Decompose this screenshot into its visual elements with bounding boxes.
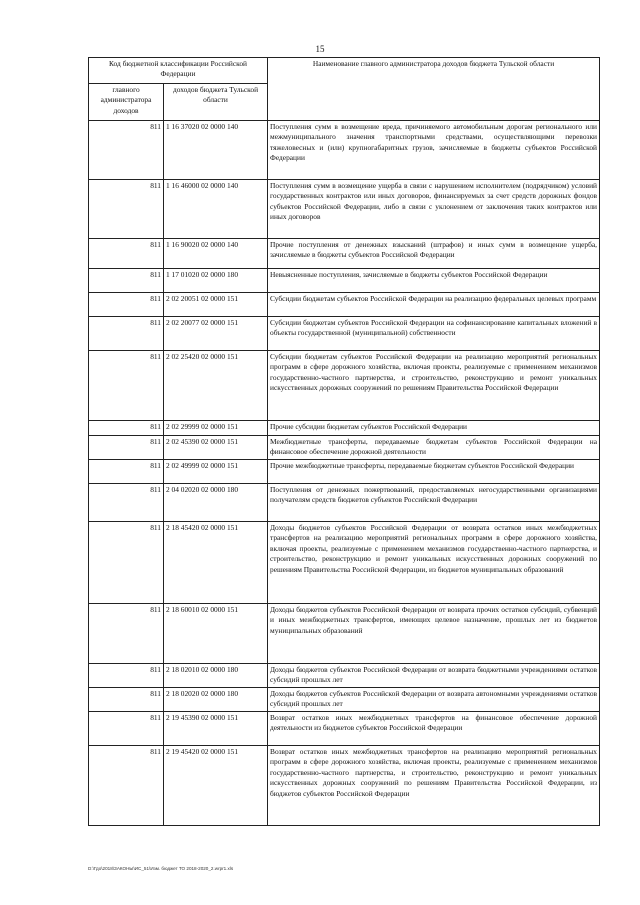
admin-code-cell: 811 bbox=[89, 746, 164, 826]
table-row bbox=[89, 351, 600, 421]
header-revenue: доходов бюджета Тульской области bbox=[164, 84, 268, 121]
table-row bbox=[89, 484, 600, 522]
revenue-code-cell: 2 02 29999 02 0000 151 bbox=[164, 421, 268, 436]
revenue-code-cell: 2 18 60010 02 0000 151 bbox=[164, 604, 268, 664]
revenue-name-cell: Межбюджетные трансферты, передаваемые бюджетам субъектов Российской Федерации на финансовое обеспечение дорожной деятельности bbox=[268, 436, 600, 460]
table-row bbox=[89, 688, 600, 712]
admin-code-cell: 811 bbox=[89, 712, 164, 746]
revenue-code-cell: 2 04 02020 02 0000 180 bbox=[164, 484, 268, 522]
revenue-name-cell: Невыясненные поступления, зачисляемые в бюджеты субъектов Российской Федерации bbox=[268, 269, 600, 293]
revenue-code-cell: 2 18 02020 02 0000 180 bbox=[164, 688, 268, 712]
revenue-name-cell: Поступления сумм в возмещение ущерба в связи с нарушением исполнителем (подрядчиком) условий государственных контрактов или иных договоров, финансируемых за счет средств дорожных фондов субъектов Российской Федерации, либо в связи с уклонением от заключения таких контрактов или иных договоров bbox=[268, 180, 600, 239]
revenue-code-cell: 1 17 01020 02 0000 180 bbox=[164, 269, 268, 293]
admin-code-cell: 811 bbox=[89, 239, 164, 269]
table-row bbox=[89, 239, 600, 269]
table-row bbox=[89, 664, 600, 688]
admin-code-cell: 811 bbox=[89, 421, 164, 436]
revenue-code-cell: 1 16 37020 02 0000 140 bbox=[164, 121, 268, 180]
revenue-code-cell: 2 19 45420 02 0000 151 bbox=[164, 746, 268, 826]
table-row bbox=[89, 436, 600, 460]
admin-code-cell: 811 bbox=[89, 317, 164, 351]
table-row bbox=[89, 712, 600, 746]
revenue-name-cell: Прочие поступления от денежных взысканий (штрафов) и иных сумм в возмещение ущерба, зачисляемые в бюджеты субъектов Российской Федерации bbox=[268, 239, 600, 269]
table-row bbox=[89, 317, 600, 351]
revenue-code-cell: 2 02 45390 02 0000 151 bbox=[164, 436, 268, 460]
revenue-code-cell: 1 16 90020 02 0000 140 bbox=[164, 239, 268, 269]
page-number: 15 bbox=[315, 44, 325, 54]
table-row bbox=[89, 604, 600, 664]
revenue-code-cell: 2 18 45420 02 0000 151 bbox=[164, 522, 268, 604]
revenue-name-cell: Возврат остатков иных межбюджетных трансфертов на финансовое обеспечение дорожной деятельности из бюджетов субъектов Российской Федерации bbox=[268, 712, 600, 746]
revenue-code-cell: 2 02 20051 02 0000 151 bbox=[164, 293, 268, 317]
revenue-code-cell: 2 18 02010 02 0000 180 bbox=[164, 664, 268, 688]
table-row bbox=[89, 460, 600, 484]
revenue-admin-table bbox=[88, 57, 600, 826]
revenue-name-cell: Субсидии бюджетам субъектов Российской Федерации на реализацию федеральных целевых программ bbox=[268, 293, 600, 317]
revenue-name-cell: Доходы бюджетов субъектов Российской Федерации от возврата прочих остатков субсидий, субвенций и иных межбюджетных трансфертов, имеющих целевое назначение, прошлых лет из бюджетов муниципальных образований bbox=[268, 604, 600, 664]
admin-code-cell: 811 bbox=[89, 269, 164, 293]
revenue-name-cell: Субсидии бюджетам субъектов Российской Федерации на софинансирование капитальных вложений в объекты государственной (муниципальной) собственности bbox=[268, 317, 600, 351]
revenue-code-cell: 2 19 45390 02 0000 151 bbox=[164, 712, 268, 746]
revenue-name-cell: Поступления от денежных пожертвований, предоставляемых негосударственными организациями получателям средств бюджетов субъектов Российской Федерации bbox=[268, 484, 600, 522]
admin-code-cell: 811 bbox=[89, 121, 164, 180]
table-row bbox=[89, 522, 600, 604]
admin-code-cell: 811 bbox=[89, 460, 164, 484]
table-row bbox=[89, 746, 600, 826]
table-row bbox=[89, 421, 600, 436]
revenue-name-cell: Доходы бюджетов субъектов Российской Федерации от возврата автономными учреждениями остатков субсидий прошлых лет bbox=[268, 688, 600, 712]
revenue-name-cell: Прочие субсидии бюджетам субъектов Российской Федерации bbox=[268, 421, 600, 436]
revenue-name-cell: Прочие межбюджетные трансферты, передаваемые бюджетам субъектов Российской Федерации bbox=[268, 460, 600, 484]
table-row bbox=[89, 180, 600, 239]
admin-code-cell: 811 bbox=[89, 436, 164, 460]
admin-code-cell: 811 bbox=[89, 293, 164, 317]
revenue-name-cell: Доходы бюджетов субъектов Российской Федерации от возврата остатков иных межбюджетных трансфертов на реализацию мероприятий региональных программ в сфере дорожного хозяйства, включая проекты, реализуемые с применением механизмов государственно-частного партнерства, и строительство, реконструкцию и ремонт уникальных искусственных дорожных сооружений по решениям Правительства Российской Федерации, из бюджетов муниципальных образований bbox=[268, 522, 600, 604]
revenue-code-cell: 2 02 20077 02 0000 151 bbox=[164, 317, 268, 351]
revenue-code-cell: 1 16 46000 02 0000 140 bbox=[164, 180, 268, 239]
table-row bbox=[89, 293, 600, 317]
footer-file-path: D:\Гдо\2018\ЗАКОНЫ\ИС_51\Изм. бюджет ТО 2018-2020_2.wrpr1.xls bbox=[88, 866, 234, 871]
table-row bbox=[89, 269, 600, 293]
revenue-name-cell: Доходы бюджетов субъектов Российской Федерации от возврата бюджетными учреждениями остатков субсидий прошлых лет bbox=[268, 664, 600, 688]
revenue-name-cell: Субсидии бюджетам субъектов Российской Федерации на реализацию мероприятий региональных программ в сфере дорожного хозяйства, включая проекты, реализуемые с применением механизмов государственно-частного партнерства, и строительство, реконструкцию и ремонт уникальных искусственных дорожных сооружений по решениям Правительства Российской Федерации bbox=[268, 351, 600, 421]
admin-code-cell: 811 bbox=[89, 688, 164, 712]
header-classification-group: Код бюджетной классификации Российской Федерации bbox=[89, 58, 268, 84]
revenue-code-cell: 2 02 25420 02 0000 151 bbox=[164, 351, 268, 421]
header-name: Наименование главного администратора доходов бюджета Тульской области bbox=[268, 58, 600, 121]
header-admin: главного администратора доходов bbox=[89, 84, 164, 121]
revenue-code-cell: 2 02 49999 02 0000 151 bbox=[164, 460, 268, 484]
admin-code-cell: 811 bbox=[89, 180, 164, 239]
admin-code-cell: 811 bbox=[89, 664, 164, 688]
table-row bbox=[89, 121, 600, 180]
admin-code-cell: 811 bbox=[89, 351, 164, 421]
admin-code-cell: 811 bbox=[89, 604, 164, 664]
revenue-name-cell: Поступления сумм в возмещение вреда, причиняемого автомобильным дорогам регионального или межмуниципального значения транспортными средствами, осуществляющими перевозки тяжеловесных и (или) крупногабаритных грузов, зачисляемые в бюджеты субъектов Российской Федерации bbox=[268, 121, 600, 180]
admin-code-cell: 811 bbox=[89, 484, 164, 522]
admin-code-cell: 811 bbox=[89, 522, 164, 604]
revenue-name-cell: Возврат остатков иных межбюджетных трансфертов на реализацию мероприятий региональных программ в сфере дорожного хозяйства, включая проекты, реализуемые с применением механизмов государственно-частного партнерства, и строительство, реконструкцию и ремонт уникальных искусственных дорожных сооружений по решениям Правительства Российской Федерации, из бюджетов субъектов Российской Федерации bbox=[268, 746, 600, 826]
